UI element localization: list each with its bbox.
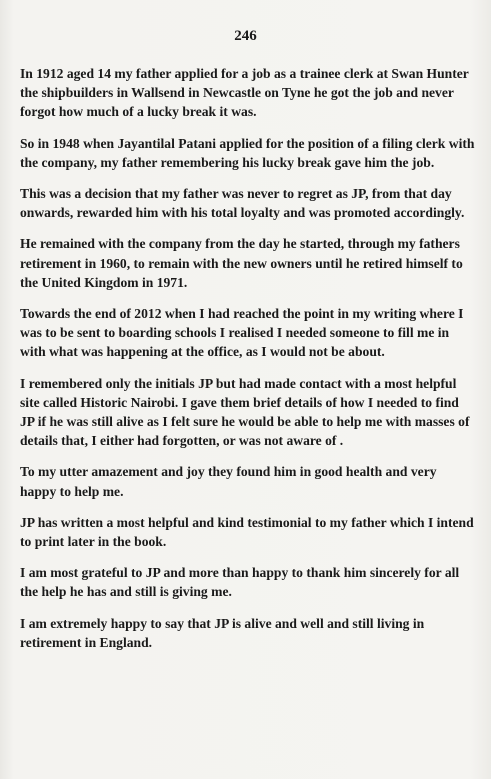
paragraph-10: I am extremely happy to say that JP is alive and well and still living in retirement in England. — [20, 615, 425, 650]
body-text — [20, 64, 476, 664]
paragraph-6: I remembered only the initials JP but had made contact with a most helpful site called Historic Nairobi. I gave them brief details of how I needed to find JP if he was still alive as I felt sure he would be able to help me with masses of details that, I either had forgotten, or was not aware of . — [20, 375, 470, 449]
paragraph-1: In 1912 aged 14 my father applied for a job as a trainee clerk at Swan Hunter the shipbuilders in Wallsend in Newcastle on Tyne he got the job and never forgot how much of a lucky break it was. — [20, 66, 469, 120]
paragraph-5: Towards the end of 2012 when I had reached the point in my writing where I was to be sent to boarding schools I realised I needed someone to fill me in with what was happening at the office, as I would not be about. — [20, 306, 464, 360]
paragraph-4: He remained with the company from the day he started, through my fathers retirement in 1960, to remain with the new owners until he retired himself to the United Kingdom in 1971. — [20, 236, 463, 290]
paragraph-3: This was a decision that my father was never to regret as JP, from that day onwards, rewarded him with his total loyalty and was promoted accordingly. — [20, 186, 465, 221]
paragraph-9: I am most grateful to JP and more than happy to thank him sincerely for all the help he has and still is giving me. — [20, 565, 460, 600]
paragraph-2: So in 1948 when Jayantilal Patani applied for the position of a filing clerk with the company, my father remembering his lucky break gave him the job. — [20, 135, 475, 170]
paragraph-7: To my utter amazement and joy they found him in good health and very happy to help me. — [20, 464, 437, 499]
paragraph-8: JP has written a most helpful and kind testimonial to my father which I intend to print later in the book. — [20, 514, 474, 550]
page-number: 246 — [234, 28, 257, 44]
